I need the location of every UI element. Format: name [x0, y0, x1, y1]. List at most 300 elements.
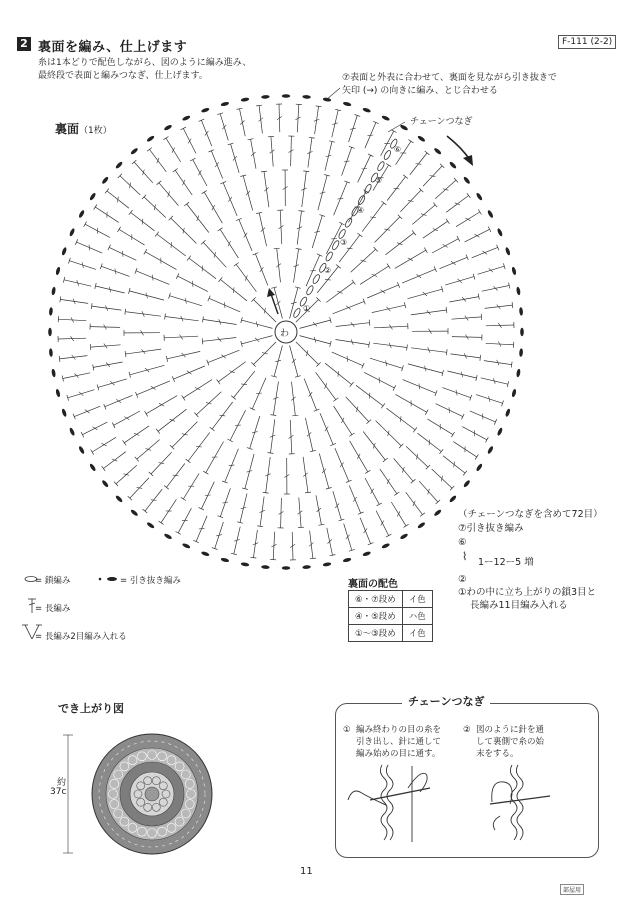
stitch-mark [182, 395, 185, 400]
size-label-a: 約 [57, 778, 67, 788]
stitch-mark [125, 351, 126, 357]
stitch-mark [112, 459, 117, 461]
stitch-mark [186, 459, 191, 463]
stitch-mark [466, 255, 468, 261]
stitch-mark [173, 475, 179, 476]
stitch-mark [416, 274, 421, 278]
stitch-mark [143, 170, 145, 176]
stitch-mark [457, 236, 460, 241]
range-brace-icon: ⌇ [462, 550, 468, 563]
slip-stitch-mark [511, 266, 517, 275]
stitch-mark [292, 415, 298, 416]
stitch-mark [199, 508, 204, 511]
stitch-mark [173, 169, 178, 172]
stitch-mark [462, 414, 465, 419]
slip-stitch-mark [220, 557, 229, 563]
diagram-title-text: 裏面 [55, 122, 80, 136]
slip-stitch-mark [163, 533, 172, 540]
stitch-mark [129, 210, 133, 215]
stitch-mark [309, 392, 313, 397]
stitch-mark [217, 379, 221, 384]
slip-stitch-mark [49, 307, 53, 316]
stitch-mark [84, 222, 87, 227]
stitch-mark [397, 243, 403, 245]
stitch-mark [451, 432, 454, 437]
stitch-mark [403, 175, 408, 179]
stitch-mark [110, 381, 114, 385]
slip-stitch-mark [487, 445, 494, 454]
stitch-mark [250, 557, 256, 558]
cfg-rounds: ①〜③段め [349, 625, 403, 642]
stitch-mark [387, 264, 390, 269]
stitch-mark [202, 338, 203, 344]
stitch-mark [458, 279, 462, 283]
slip-stitch-mark [343, 101, 352, 107]
diagram-count: （1枚） [79, 126, 112, 136]
footer-label: 部屋用 [560, 884, 584, 895]
round1-desc-1: ①わの中に立ち上がりの鎖3目と [458, 587, 597, 598]
slip-stitch-mark [511, 389, 517, 398]
stitch-mark [443, 189, 449, 191]
stitch-mark [365, 470, 370, 473]
pattern-code: F-111 (2-2) [558, 35, 616, 49]
stitch-mark [370, 217, 376, 218]
stitch-mark [233, 156, 237, 160]
cfg-color: イ色 [402, 591, 432, 608]
stitch-mark [337, 291, 342, 293]
stitch-mark [155, 232, 159, 237]
step2-num: ② [463, 725, 471, 735]
stitch-mark [356, 406, 358, 412]
stitch-mark [428, 489, 430, 495]
stitch-mark [475, 454, 478, 459]
stitch-mark [163, 137, 168, 140]
round1-desc-2: 長編み11目編み入れる [470, 600, 568, 611]
stitch-mark [377, 503, 382, 506]
stitch-mark [202, 266, 203, 272]
slip-stitch-mark [487, 209, 494, 218]
stitch-mark [339, 222, 344, 225]
table-row [349, 608, 433, 625]
stitch-mark [347, 248, 353, 249]
stitch-mark [412, 230, 416, 235]
stitch-mark [241, 384, 247, 385]
stitch-mark [305, 492, 311, 493]
total-stitches: （チェーンつなぎを含めて72目） [458, 509, 603, 520]
stitch-mark [260, 267, 264, 272]
direction-arrow-icon [447, 136, 470, 160]
slip-stitch-mark [519, 348, 523, 357]
step2-line-1: 図のように針を通 [476, 725, 545, 735]
step1-illustration [348, 765, 430, 842]
stitch-mark [361, 169, 367, 170]
stitch-mark [446, 307, 447, 313]
slip-stitch-mark [362, 107, 371, 113]
stitch-mark [233, 287, 234, 293]
page-number: 11 [300, 866, 313, 877]
step1-line-1: 編み終わりの目の糸を [356, 725, 442, 735]
stitch-mark [310, 558, 316, 559]
stitch-mark [480, 355, 481, 361]
chain-stitch-mark [292, 307, 301, 318]
stitch-mark [125, 309, 126, 315]
stitch-mark [446, 349, 447, 355]
slip-stitch-mark [516, 287, 521, 296]
stitch-mark [75, 239, 77, 245]
slip-stitch-mark [417, 135, 426, 143]
stitch-mark [181, 497, 186, 500]
stitch-mark [196, 446, 202, 447]
stitch-mark [494, 419, 496, 425]
stitch-mark [310, 270, 316, 271]
stitch-mark [263, 492, 269, 493]
stitch-mark [421, 214, 427, 216]
stitch-mark [303, 171, 309, 172]
stitch-mark [368, 154, 373, 157]
step1-text [356, 724, 441, 760]
slip-stitch-mark [417, 521, 426, 529]
slip-stitch-mark [505, 247, 511, 256]
stitch-mark [118, 197, 119, 203]
stitch-mark [116, 399, 121, 403]
stitch-mark [299, 211, 305, 212]
stitch-mark [256, 393, 262, 394]
stitch-mark [349, 433, 354, 436]
slip-stitch-mark [49, 348, 53, 357]
stitch-mark [425, 410, 428, 415]
slip-stitch-mark [282, 94, 290, 98]
stitch-mark [59, 356, 60, 362]
stitch-mark [203, 316, 204, 322]
stitch-mark [89, 245, 90, 251]
intro-line-1: 糸は1本どりで配色しながら、図のように編み進み、 [38, 58, 252, 68]
stitch-mark [85, 410, 90, 414]
stitch-mark [190, 158, 195, 161]
slip-stitch-mark [323, 562, 332, 567]
slip-stitch-mark [101, 479, 109, 488]
stitch-mark [157, 158, 159, 163]
stitch-mark [197, 216, 199, 222]
stitch-mark [199, 528, 205, 529]
stitch-mark [151, 386, 156, 390]
stitch-mark [234, 263, 239, 267]
slip-stitch-mark [362, 551, 371, 557]
step2-line-2: して裏側で糸の始 [476, 737, 545, 747]
stitch-mark [346, 535, 350, 539]
chain-join-title: チェーンつなぎ [402, 693, 490, 709]
stitch-mark [145, 411, 148, 416]
stitch-mark [369, 393, 370, 399]
stitch-mark [215, 162, 219, 167]
stitch-mark [205, 495, 211, 496]
stitch-mark [176, 273, 179, 278]
stitch-mark [454, 462, 455, 468]
legend-chain: = 鎖編み [35, 576, 71, 586]
slip-stitch-mark [69, 427, 76, 436]
stitch-mark [118, 227, 121, 232]
slip-stitch-mark [182, 542, 191, 549]
stitch-mark [353, 497, 357, 502]
stitch-mark [386, 164, 391, 167]
slip-stitch-mark [55, 389, 61, 398]
stitch-mark [413, 428, 417, 433]
chain-stitch-mark [312, 274, 321, 285]
color-config-table [348, 590, 433, 642]
slip-stitch-mark [516, 369, 521, 378]
stitch-mark [144, 249, 147, 254]
stitch-mark [336, 265, 341, 269]
slip-stitch-mark [182, 115, 191, 122]
stitch-mark [467, 193, 471, 198]
stitch-mark [338, 371, 339, 377]
slip-stitch-mark [505, 408, 511, 417]
slip-stitch-mark [302, 565, 311, 569]
stitch-mark [220, 415, 226, 416]
stitch-mark [218, 228, 223, 231]
stitch-mark [205, 131, 209, 136]
stitch-mark [229, 371, 234, 373]
slip-stitch-mark [101, 176, 109, 185]
slip-stitch-mark [261, 95, 270, 99]
step2-illustration [490, 765, 550, 840]
stitch-mark [60, 296, 61, 302]
stitch-mark [102, 466, 106, 471]
step1-line-2: 引き出し、針に通して [356, 737, 442, 747]
round7-note-line-2: 矢印 (→) の向きに編み、とじ合わせる [342, 86, 498, 96]
stitch-mark [135, 457, 139, 462]
color-config-title: 裏面の配色 [348, 579, 398, 590]
stitch-mark [407, 345, 408, 351]
round-label-1: ① [303, 304, 311, 313]
slip-stitch-mark [163, 124, 172, 131]
stitch-mark [203, 471, 208, 474]
chain-stitch-mark [364, 183, 373, 194]
stitch-mark [261, 171, 267, 172]
stitch-mark [511, 362, 512, 368]
stitch-mark [316, 106, 322, 107]
stitch-mark [381, 404, 385, 409]
stitch-mark [124, 474, 130, 476]
stitch-mark [156, 429, 160, 434]
chain-join-label: チェーンつなぎ [410, 117, 473, 127]
stitch-mark [221, 355, 226, 359]
stitch-mark [420, 513, 425, 517]
slip-stitch-mark [130, 147, 139, 155]
stitch-mark [165, 314, 166, 320]
stitch-mark [142, 219, 143, 225]
slip-stitch-mark [61, 247, 67, 256]
slip-stitch-mark [496, 228, 503, 237]
stitch-mark [123, 440, 126, 445]
stitch-mark [123, 251, 124, 257]
slip-stitch-mark [343, 557, 352, 563]
stitch-mark [91, 450, 94, 455]
stitch-mark [482, 414, 483, 420]
slip-stitch-mark [302, 95, 311, 99]
stitch-mark [193, 540, 199, 542]
slip-stitch-mark [381, 115, 390, 122]
size-label-b: 37c [50, 787, 67, 797]
stitch-mark [270, 415, 276, 416]
slip-stitch-mark [69, 228, 76, 237]
chain-stitch-mark [376, 161, 385, 172]
stitch-mark [446, 219, 449, 224]
stitch-mark [168, 191, 170, 197]
stitch-mark [79, 392, 83, 396]
stitch-mark [325, 427, 329, 432]
slip-stitch-mark [48, 328, 52, 336]
stitch-mark [489, 268, 493, 272]
slip-stitch-mark [399, 124, 408, 131]
slip-stitch-mark [78, 445, 85, 454]
stitch-mark [408, 140, 413, 143]
stitch-mark [209, 150, 215, 152]
stitch-mark [373, 443, 375, 449]
slip-stitch-mark [381, 542, 390, 549]
stitch-mark [170, 419, 176, 421]
stitch-mark [274, 248, 280, 249]
slip-stitch-mark [241, 97, 250, 102]
slip-stitch-mark [323, 97, 332, 102]
stitch-mark [433, 203, 437, 208]
stitch-mark [402, 467, 404, 473]
stitch-mark [206, 402, 212, 404]
stitch-mark [386, 534, 391, 537]
stitch-mark [108, 245, 111, 250]
stitch-mark [296, 249, 302, 250]
stitch-mark [391, 130, 396, 133]
stitch-mark [214, 252, 216, 258]
increase-desc: 1ー12ー5 増 [478, 557, 534, 568]
stitch-mark [449, 407, 450, 413]
slip-stitch-mark [449, 495, 457, 503]
slip-symbol-icon [107, 577, 117, 581]
stitch-mark [451, 261, 456, 265]
legend-dc: = 長編み [35, 604, 71, 614]
start-arrow-head-icon [267, 288, 275, 297]
stitch-mark [411, 479, 416, 483]
step2-text [476, 724, 544, 760]
slip-stitch-mark [449, 161, 457, 169]
stitch-mark [171, 242, 172, 248]
stitch-mark [219, 277, 223, 282]
stitch-mark [383, 458, 388, 462]
slip-stitch-mark [201, 107, 210, 113]
stitch-mark [255, 338, 259, 342]
stitch-mark [231, 396, 236, 400]
stitch-mark [94, 205, 97, 210]
stitch-mark [393, 385, 396, 390]
stitch-mark [276, 301, 280, 305]
stitch-mark [224, 302, 225, 308]
chain-stitch-mark [325, 251, 334, 262]
slip-stitch-mark [220, 101, 229, 107]
slip-stitch-mark [282, 566, 290, 570]
stitch-mark [112, 423, 115, 428]
stitch-mark [440, 449, 444, 454]
chain-stitch-mark [344, 217, 353, 228]
stitch-mark [164, 486, 169, 490]
slip-stitch-mark [55, 266, 61, 275]
slip-stitch-mark [51, 287, 56, 296]
stitch-mark [145, 448, 151, 450]
stitch-mark [228, 197, 232, 202]
slip-stitch-mark [475, 463, 483, 472]
finished-title: でき上がり図 [58, 702, 124, 715]
slip-stitch-mark [496, 427, 503, 436]
stitch-mark [256, 105, 262, 106]
slip-stitch-mark [89, 463, 97, 472]
cfg-rounds: ⑥・⑦段め [349, 591, 403, 608]
stitch-mark [176, 532, 181, 535]
ring-label: わ [280, 329, 290, 339]
stitch-mark [369, 342, 370, 348]
stitch-mark [202, 191, 207, 194]
stitch-mark [151, 500, 157, 501]
stitch-mark [368, 135, 374, 136]
step1-num: ① [343, 725, 351, 735]
stitch-mark [369, 320, 370, 326]
slip-stitch-mark [78, 209, 85, 218]
step-number: 2 [17, 37, 31, 51]
table-row [349, 591, 433, 608]
slip-stitch-mark [520, 328, 524, 336]
stitch-mark [181, 127, 186, 130]
stitch-mark [463, 471, 467, 476]
stitch-mark [373, 121, 379, 123]
slip-stitch-mark [89, 192, 97, 201]
round6-marker: ⑥ [458, 537, 467, 548]
stitch-mark [512, 302, 513, 308]
stitch-mark [416, 164, 422, 165]
stitch-mark [104, 404, 106, 410]
stitch-mark [429, 440, 430, 446]
slip-stitch-mark [463, 479, 471, 488]
stitch-mark [325, 383, 327, 388]
round2-marker: ② [458, 574, 467, 585]
round-label-6: ⑥ [394, 145, 402, 154]
slip-stitch-mark [261, 565, 270, 569]
stitch-mark [335, 504, 339, 508]
chain-stitch-mark [305, 285, 314, 296]
stitch-mark [244, 233, 248, 238]
stitch-mark [364, 528, 368, 533]
stitch-mark [222, 125, 226, 129]
stitch-mark [325, 279, 331, 280]
stitch-mark [292, 359, 296, 363]
stitch-mark [81, 432, 84, 437]
cfg-rounds: ④・⑤段め [349, 608, 403, 625]
stitch-mark [352, 280, 356, 285]
stitch-mark [346, 306, 351, 310]
chain-join-illustrations [340, 760, 595, 852]
stitch-mark [227, 439, 232, 442]
stitch-mark [350, 382, 354, 387]
slip-stitch-mark [463, 176, 471, 185]
stitch-mark [382, 201, 387, 205]
slip-stitch-mark [130, 509, 139, 517]
slip-stitch-mark [115, 161, 123, 169]
step2-line-3: 末をする。 [476, 749, 519, 759]
stitch-mark [187, 256, 191, 261]
step1-line-3: 編み始めの目に通す。 [356, 749, 441, 759]
chain-stitch-mark [383, 150, 392, 161]
stitch-mark [381, 290, 386, 294]
slip-stitch-mark [475, 192, 483, 201]
slip-dot-icon [99, 578, 102, 581]
stitch-mark [313, 322, 317, 326]
stitch-mark [143, 509, 148, 513]
